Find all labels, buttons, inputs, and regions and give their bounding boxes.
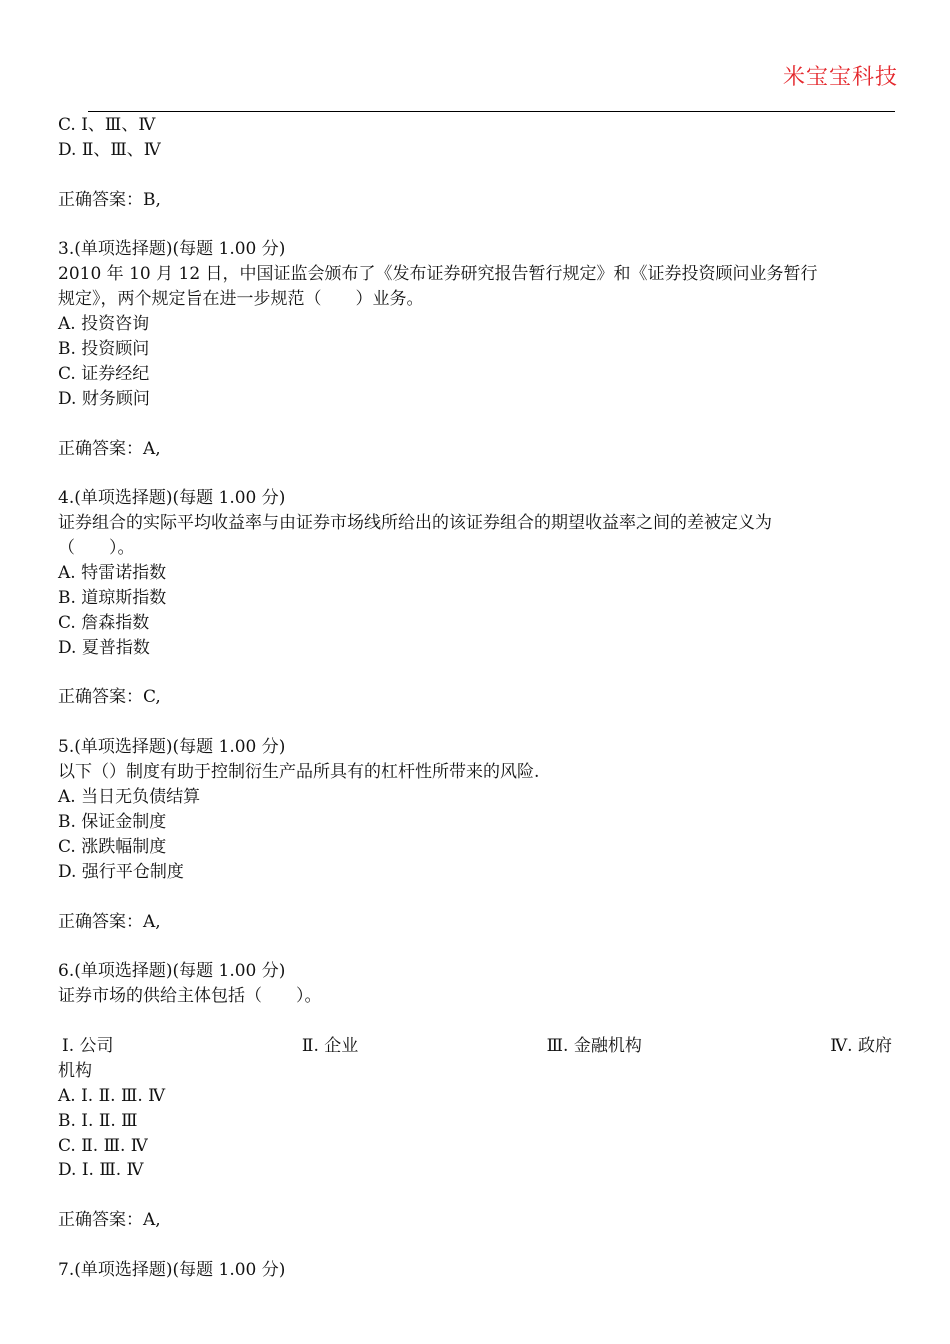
header-divider: [88, 111, 895, 112]
q5-option-c: C. 涨跌幅制度: [58, 836, 167, 857]
q5-option-b: B. 保证金制度: [58, 811, 167, 832]
q3-header: 3.(单项选择题)(每题 1.00 分): [58, 239, 286, 260]
q3-option-a: A. 投资咨询: [58, 314, 150, 335]
spacer: [58, 1233, 898, 1258]
q6-item-4: Ⅳ. 政府: [830, 1035, 892, 1056]
q3-option-b: B. 投资顾问: [58, 339, 150, 360]
spacer: [58, 661, 898, 686]
q3-stem-line-2: 规定》，两个规定旨在进一步规范（ ）业务。: [58, 289, 424, 310]
spacer: [58, 163, 898, 188]
q3-option-c: C. 证券经纪: [58, 363, 150, 384]
q5-option-d: D. 强行平仓制度: [58, 861, 184, 882]
q5-answer: 正确答案：A,: [58, 911, 161, 932]
q4-stem-line-2: （ ）。: [58, 538, 135, 559]
q6-header: 6.(单项选择题)(每题 1.00 分): [58, 961, 286, 982]
q7-header: 7.(单项选择题)(每题 1.00 分): [58, 1259, 286, 1280]
q6-stem-line-1: 证券市场的供给主体包括（ ）。: [58, 986, 322, 1007]
q4-header: 4.(单项选择题)(每题 1.00 分): [58, 488, 286, 509]
spacer: [58, 1009, 898, 1034]
q5-stem-line-1: 以下（）制度有助于控制衍生产品所具有的杠杆性所带来的风险.: [58, 762, 540, 783]
q5-header: 5.(单项选择题)(每题 1.00 分): [58, 737, 286, 758]
spacer: [58, 412, 898, 437]
q6-option-b: B. Ⅰ. Ⅱ. Ⅲ: [58, 1110, 138, 1131]
spacer: [58, 1183, 898, 1208]
q3-answer: 正确答案：A,: [58, 438, 161, 459]
q6-option-d: D. Ⅰ. Ⅲ. Ⅳ: [58, 1160, 144, 1181]
q2-answer: 正确答案：B,: [58, 189, 161, 210]
spacer: [58, 885, 898, 910]
brand-logo-text: 米宝宝科技: [782, 65, 898, 90]
q6-option-c: C. Ⅱ. Ⅲ. Ⅳ: [58, 1135, 148, 1156]
q4-stem-line-1: 证券组合的实际平均收益率与由证券市场线所给出的该证券组合的期望收益率之间的差被定义为: [58, 513, 772, 534]
q4-option-b: B. 道琼斯指数: [58, 587, 167, 608]
q6-item-3: Ⅲ. 金融机构: [546, 1035, 642, 1056]
spacer: [58, 461, 898, 486]
q4-option-d: D. 夏普指数: [58, 637, 150, 658]
q6-item-4-continuation: 机构: [58, 1060, 92, 1081]
q6-option-a: A. Ⅰ. Ⅱ. Ⅲ. Ⅳ: [58, 1085, 166, 1106]
q4-option-c: C. 詹森指数: [58, 612, 150, 633]
q4-answer: 正确答案：C,: [58, 687, 161, 708]
spacer: [58, 934, 898, 959]
spacer: [58, 710, 898, 735]
q6-item-2: Ⅱ. 企业: [301, 1035, 359, 1056]
q2-option-d: D. Ⅱ、Ⅲ、Ⅳ: [58, 139, 161, 160]
document-body: [58, 113, 898, 1283]
q4-option-a: A. 特雷诺指数: [58, 563, 167, 584]
q6-roman-items-row: [58, 1034, 898, 1059]
spacer: [58, 213, 898, 238]
q6-answer: 正确答案：A,: [58, 1210, 161, 1231]
q3-stem-line-1: 2010 年 10 月 12 日，中国证监会颁布了《发布证券研究报告暂行规定》和《证券投资顾问业务暂行: [58, 264, 818, 285]
q3-option-d: D. 财务顾问: [58, 388, 150, 409]
q6-item-1: Ⅰ. 公司: [62, 1035, 114, 1056]
q2-option-c: C. Ⅰ、Ⅲ、Ⅳ: [58, 115, 156, 135]
q5-option-a: A. 当日无负债结算: [58, 787, 201, 808]
